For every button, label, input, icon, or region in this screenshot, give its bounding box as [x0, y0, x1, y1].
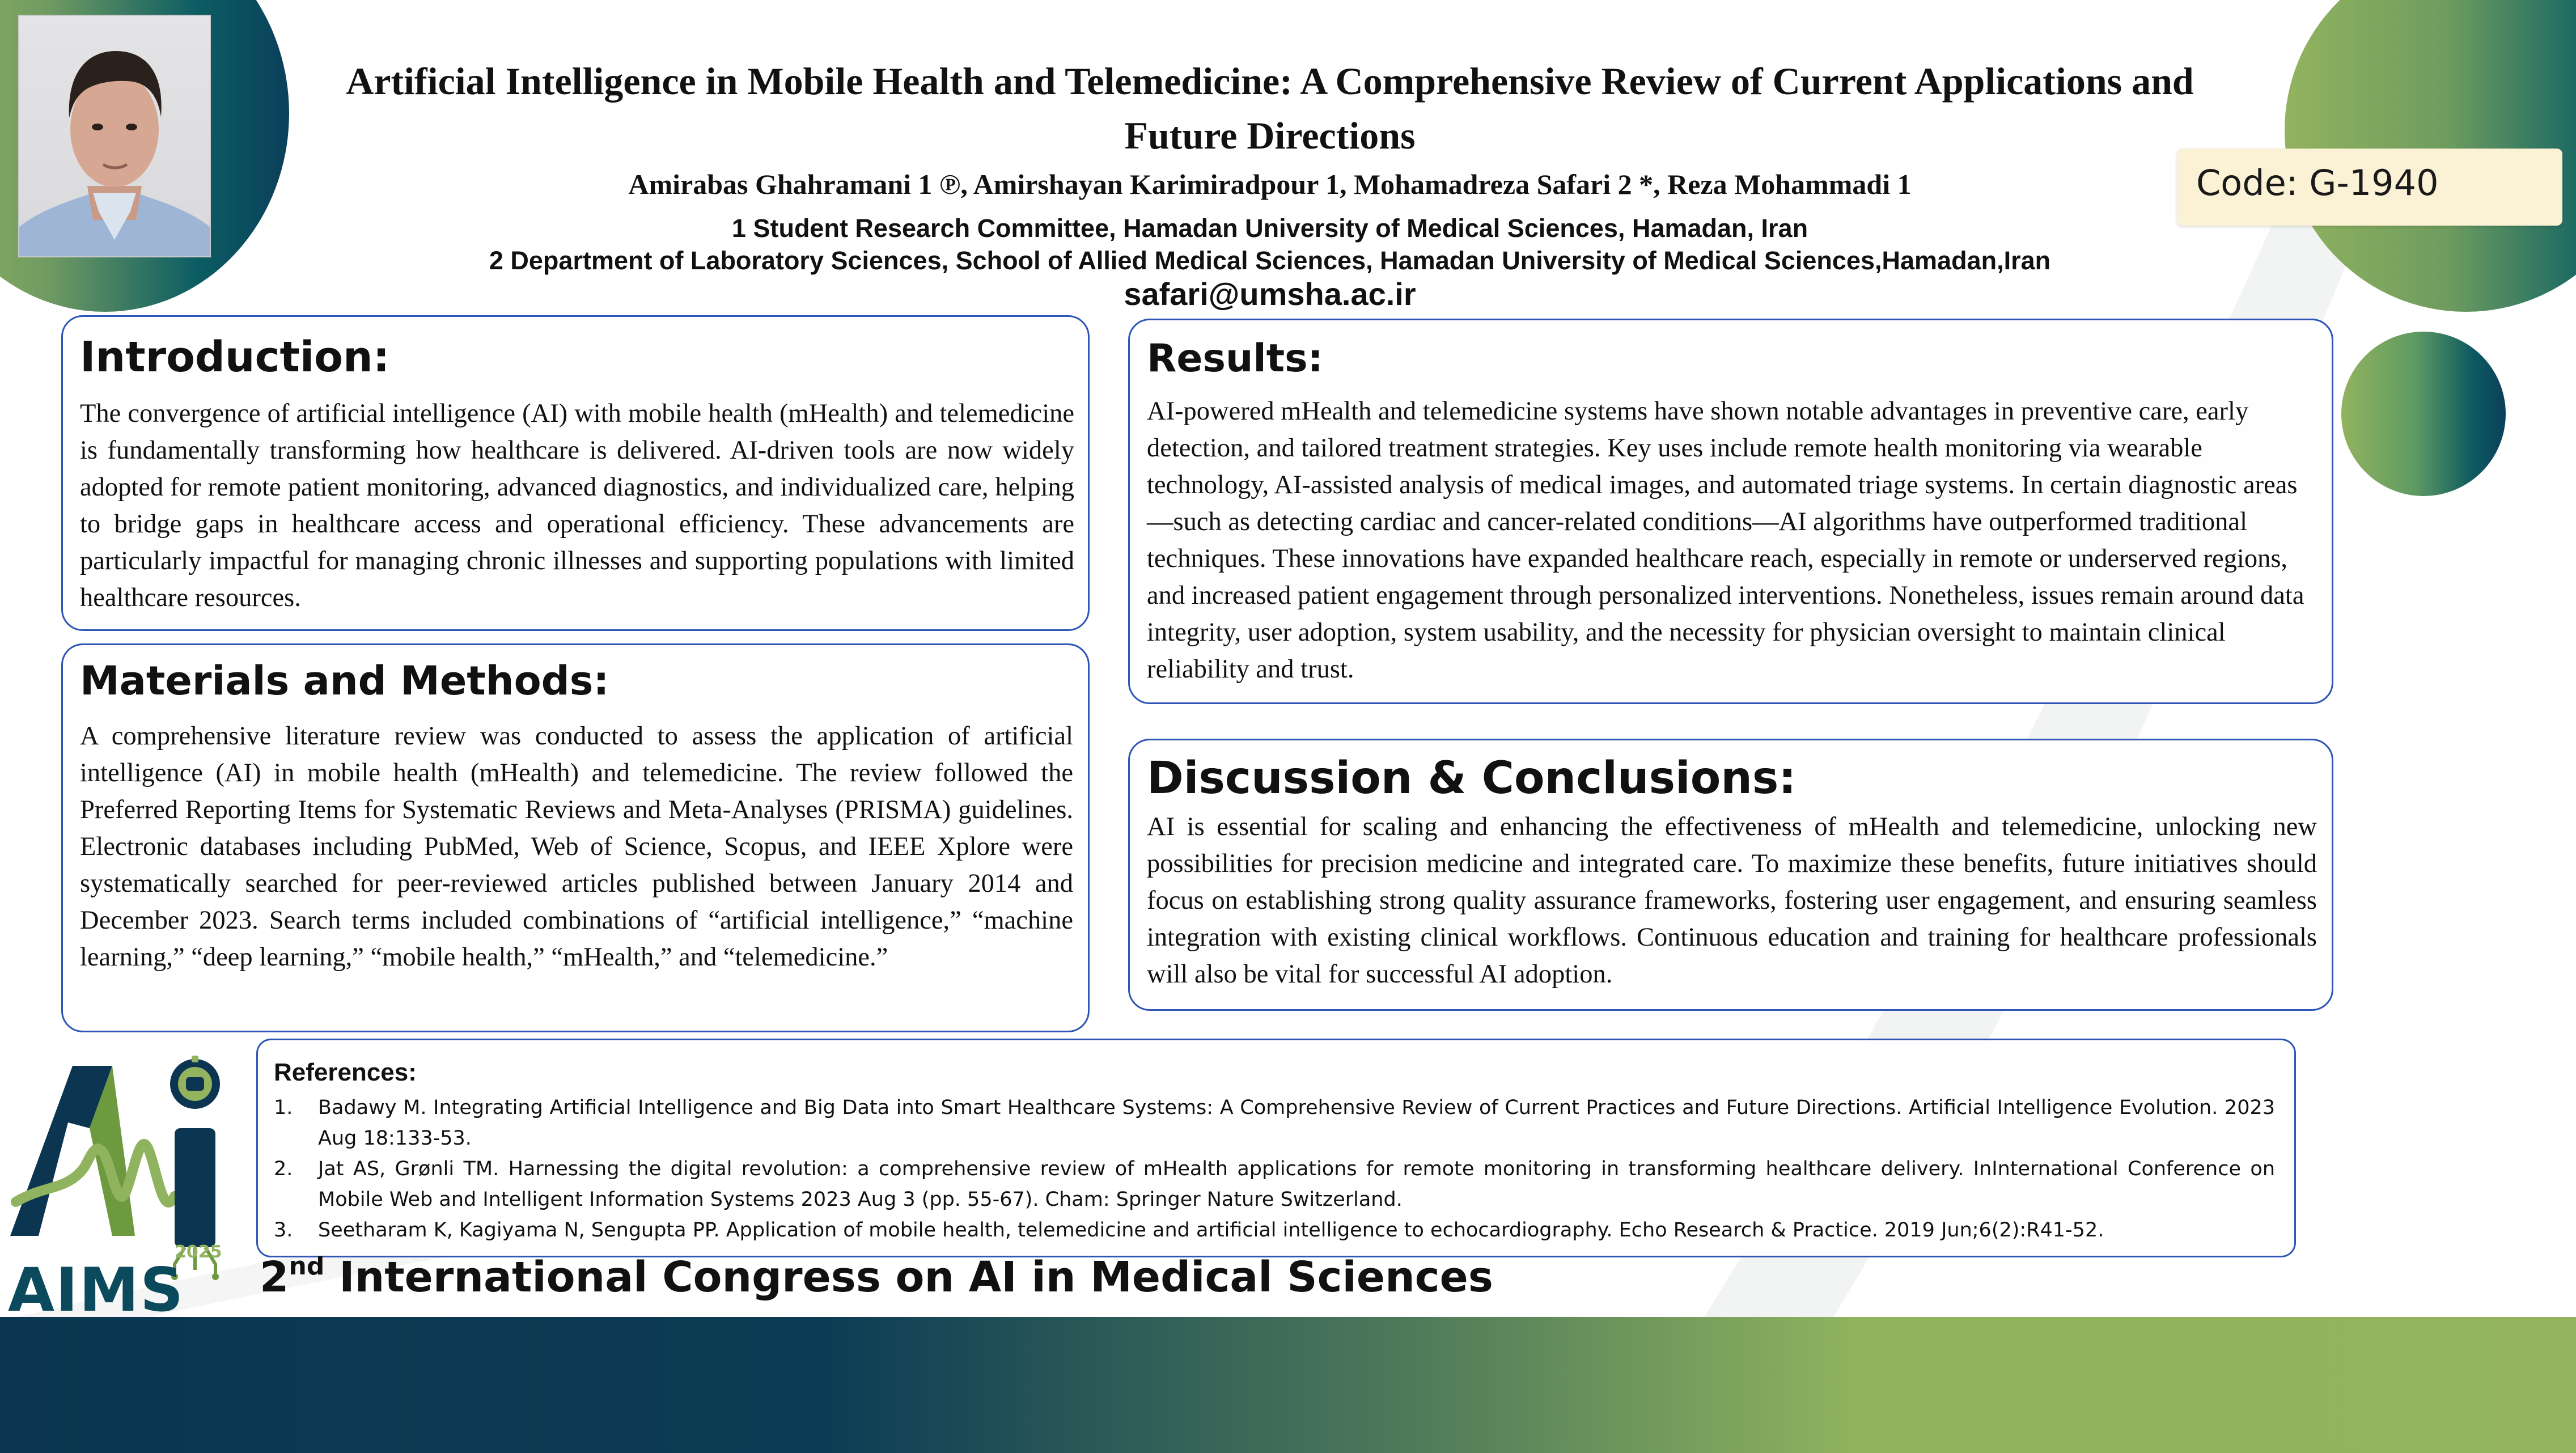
reference-number: 1. — [274, 1096, 293, 1119]
introduction-body: The convergence of artificial intelligence (AI) with mobile health (mHealth) and telemedicine is fundamentally transforming how healthcare is delivered. AI-driven tools are now widely adopted for remote patient monitoring, advanced diagnostics, and individualized care, helping to bridge gaps in healthcare access and operational efficiency. These advancements are particularly impactful for managing chronic illnesses and supporting populations with limited healthcare resources. — [80, 399, 1074, 612]
congress-title — [260, 1252, 1493, 1302]
references-heading: References: — [274, 1058, 417, 1086]
reference-text: Badawy M. Integrating Artificial Intelligence and Big Data into Smart Healthcare Systems: A Comprehensive Review of Current Practices and Future Directions. Artificial Intelligence Evolution. 2023 Aug 18:133-53. — [318, 1096, 2275, 1150]
introduction-heading: Introduction: — [80, 333, 390, 382]
discussion-panel — [1128, 739, 2333, 1011]
reference-text: Jat AS, Grønli TM. Harnessing the digital revolution: a comprehensive review of mHealth applications for remote monitoring in transforming healthcare delivery. InInternational Conference on Mobile Web and Intelligent Information Systems 2023 Aug 3 (pp. 55-67). Cham: Springer Nature Switzerland. — [318, 1158, 2275, 1211]
references-panel — [256, 1039, 2296, 1257]
results-heading: Results: — [1147, 336, 1323, 381]
reference-item — [274, 1215, 2275, 1246]
aims-logo — [5, 1054, 231, 1315]
methods-heading: Materials and Methods: — [80, 658, 609, 704]
footer-gradient-band — [0, 1317, 2576, 1453]
poster-code-label: Code: G-1940 — [2196, 162, 2439, 204]
poster-title: Artificial Intelligence in Mobile Health and Telemedicine: A Comprehensive Review of Current Applications and Future Directions — [346, 60, 2194, 157]
congress-prefix: 2 — [260, 1253, 289, 1302]
introduction-panel — [61, 315, 1090, 631]
person-portrait-icon — [19, 16, 210, 256]
congress-name: International Congress on AI in Medical Sciences — [324, 1253, 1493, 1302]
reference-number: 2. — [274, 1158, 293, 1180]
contact-email[interactable]: safari@umsha.ac.ir — [1124, 276, 1416, 312]
reference-text: Seetharam K, Kagiyama N, Sengupta PP. Application of mobile health, telemedicine and artificial intelligence to echocardiography. Echo Research & Practice. 2019 Jun;6(2):R41-52. — [318, 1219, 2104, 1242]
logo-year: 2025 — [175, 1242, 222, 1262]
logo-letter-i-stem — [175, 1128, 215, 1247]
affiliation-2: 2 Department of Laboratory Sciences, School of Allied Medical Sciences, Hamadan University of Medical Sciences,Hamadan,Iran — [489, 246, 2051, 275]
congress-ordinal: nd — [289, 1252, 325, 1281]
reference-list — [274, 1092, 2275, 1246]
reference-item — [274, 1154, 2275, 1215]
results-panel — [1128, 319, 2333, 704]
reference-item — [274, 1092, 2275, 1154]
author-photo — [18, 15, 211, 257]
reference-number: 3. — [274, 1219, 293, 1242]
discussion-body: AI is essential for scaling and enhancing the effectiveness of mHealth and telemedicine, unlocking new possibilities for precision medicine and integrated care. To maximize these benefits, future initiatives should focus on establishing strong quality assurance frameworks, fostering user engagement, and ensuring seamless integration with existing clinical workflows. Continuous education and training for healthcare professionals will also be vital for successful AI adoption. — [1147, 812, 2317, 989]
logo-wordmark: AIMS — [8, 1255, 185, 1315]
author-list: Amirabas Ghahramani 1 ℗, Amirshayan Karimiradpour 1, Mohamadreza Safari 2 *, Reza Mohammadi 1 — [628, 168, 1912, 200]
decorative-circle-right — [2341, 332, 2506, 496]
discussion-heading: Discussion & Conclusions: — [1147, 753, 1797, 804]
methods-body: A comprehensive literature review was conducted to assess the application of artificial intelligence (AI) in mobile health (mHealth) and telemedicine. The review followed the Preferred Reporting Items for Systematic Reviews and Meta-Analyses (PRISMA) guidelines. Electronic databases including PubMed, Web of Science, Scopus, and IEEE Xplore were systematically searched for peer-reviewed articles published between January 2014 and December 2023. Search terms included combinations of “artificial intelligence,” “machine learning,” “deep learning,” “mobile health,” “mHealth,” and “telemedicine.” — [80, 722, 1073, 972]
methods-panel — [61, 643, 1090, 1032]
results-body: AI-powered mHealth and telemedicine systems have shown notable advantages in preventive care, early detection, and tailored treatment strategies. Key uses include remote health monitoring via wearable technology, AI-assisted analysis of medical images, and automated triage systems. In certain diagnostic areas—such as detecting cardiac and cancer-related conditions—AI algorithms have outperformed traditional techniques. These innovations have expanded healthcare reach, especially in remote or underserved regions, and increased patient engagement through personalized interventions. Nonetheless, issues remain around data integrity, user adoption, system usability, and the necessity for physician oversight to maintain clinical reliability and trust. — [1147, 397, 2304, 684]
affiliation-1: 1 Student Research Committee, Hamadan University of Medical Sciences, Hamadan, Iran — [731, 214, 1808, 243]
poster-code-badge — [2177, 149, 2562, 226]
